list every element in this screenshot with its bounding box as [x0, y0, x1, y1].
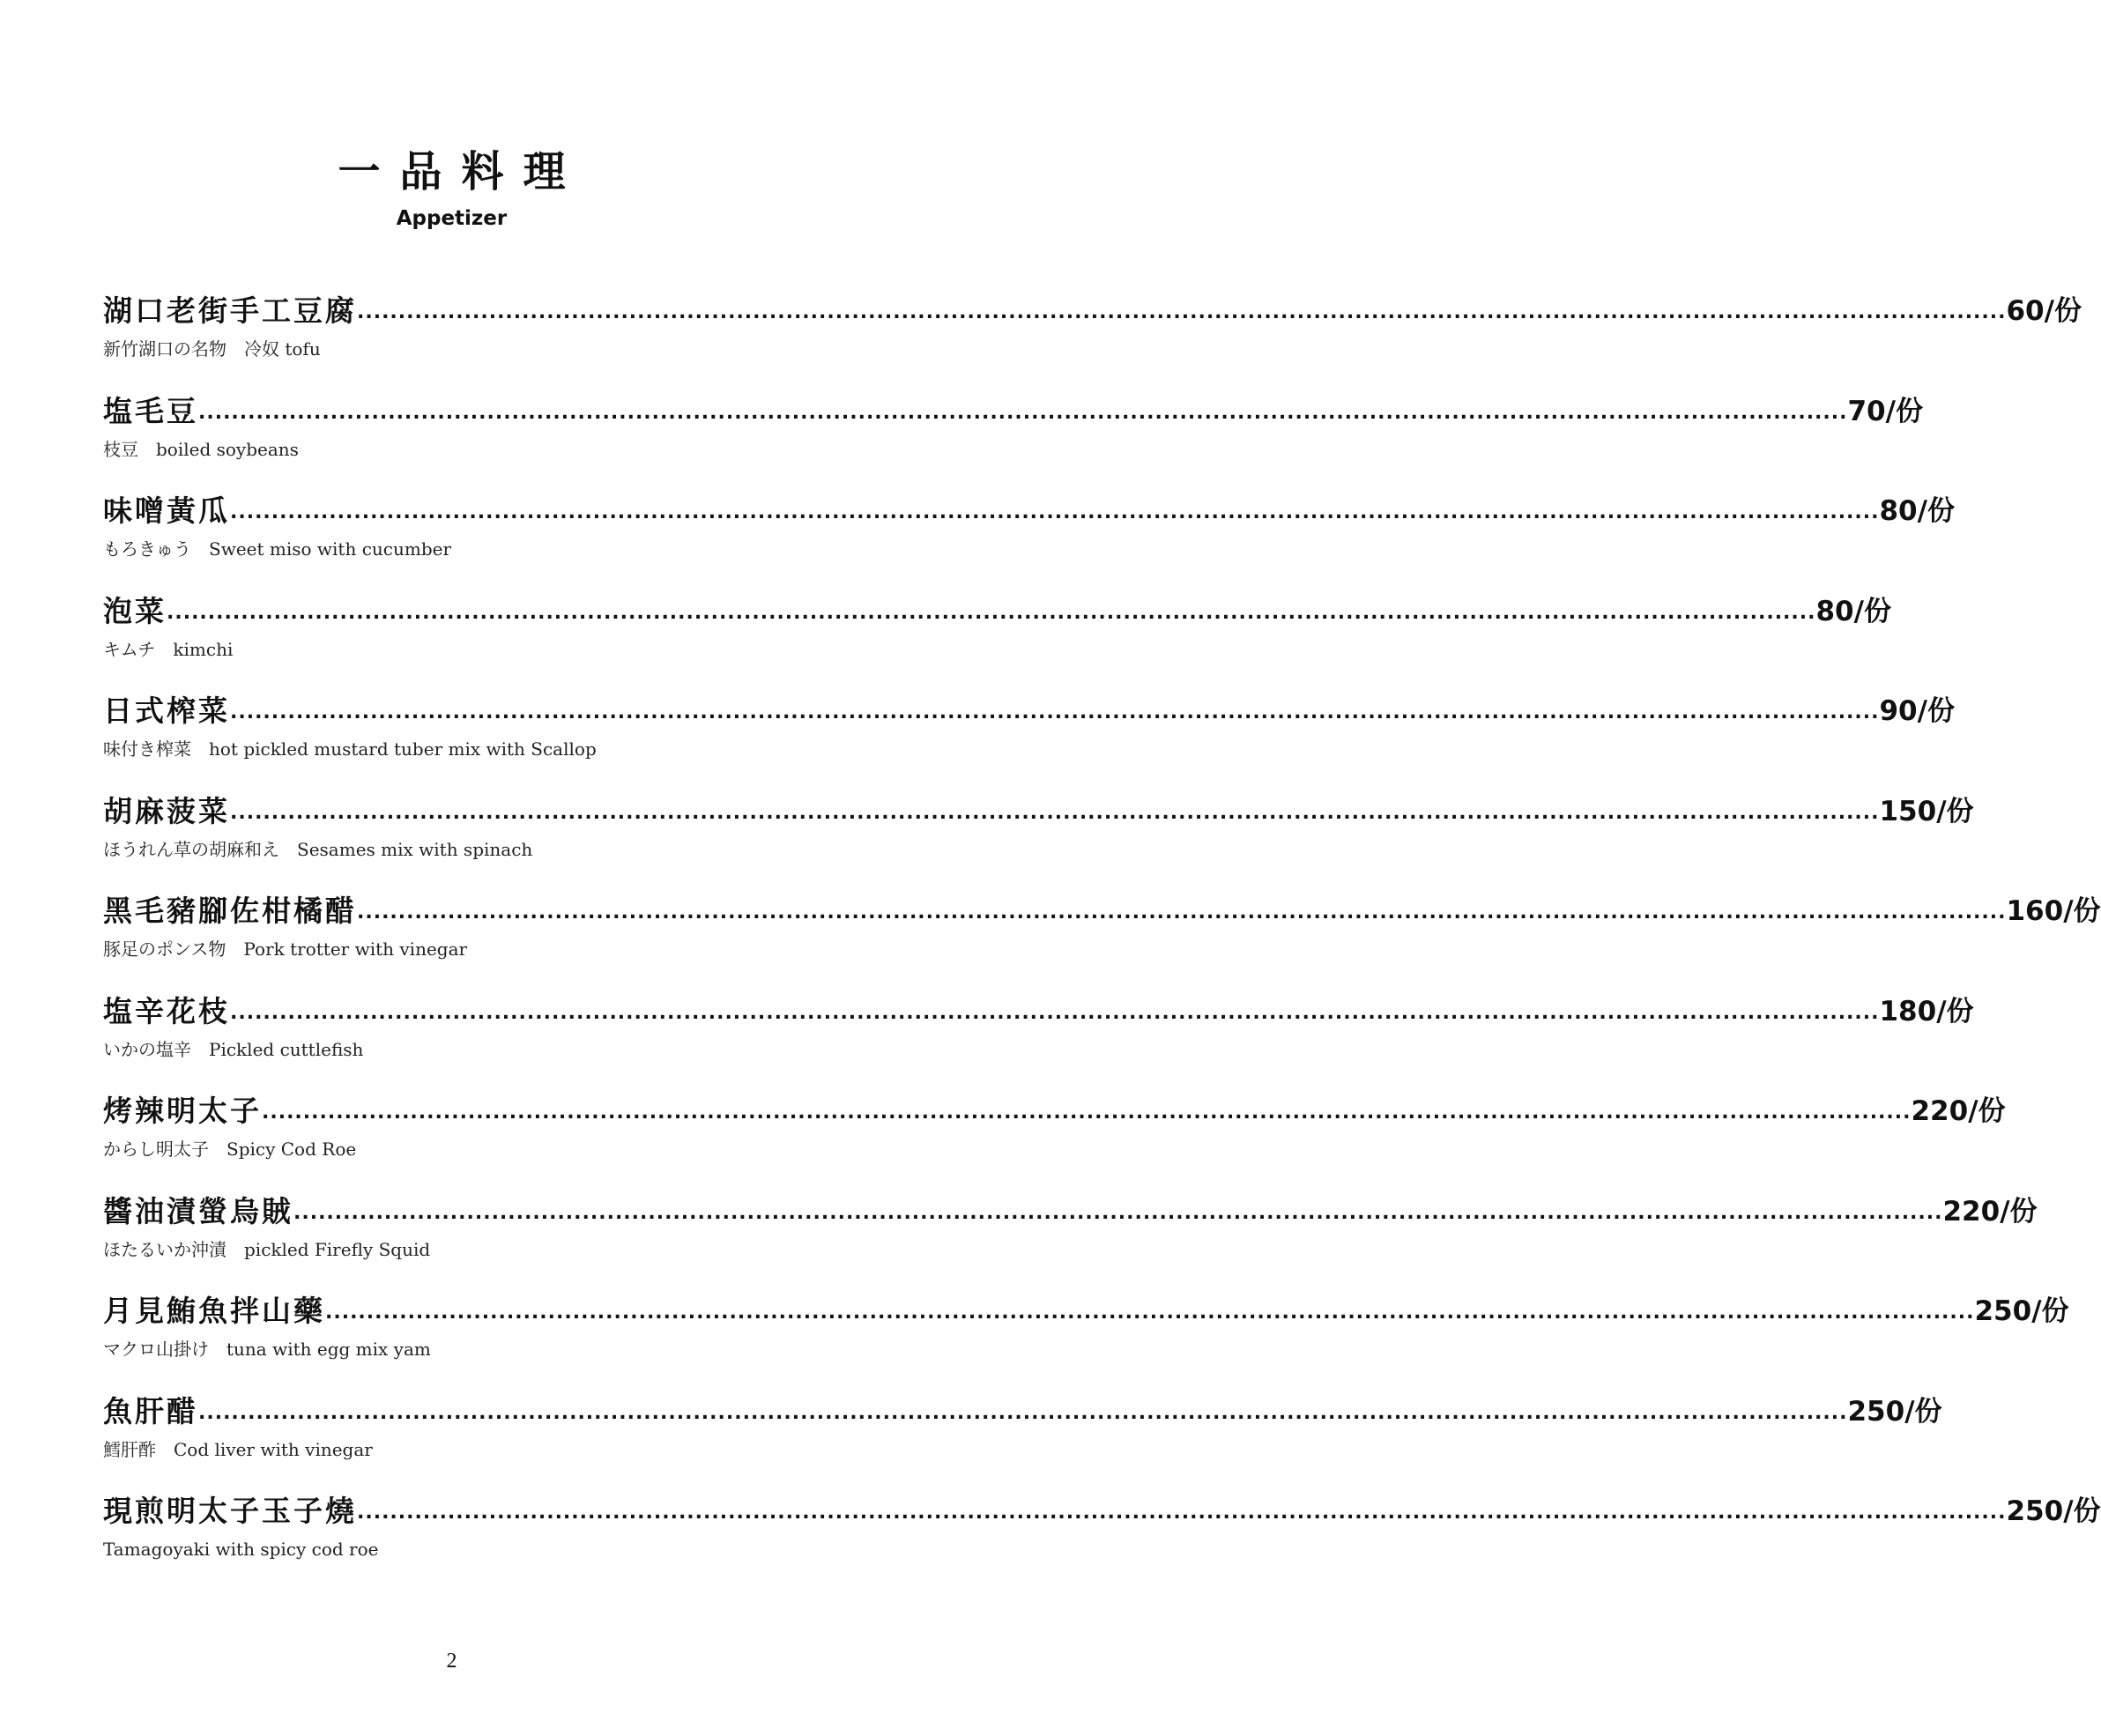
page-number: 2	[446, 1650, 457, 1673]
menu-item-description: 枝豆 boiled soybeans	[103, 438, 299, 460]
menu-item	[103, 1391, 1942, 1492]
menu-item-header	[103, 491, 1955, 531]
menu-item-name: 現煎明太子玉子燒	[103, 1494, 357, 1528]
menu-item-header	[103, 1191, 2038, 1232]
menu-item-description: ほうれん草の胡麻和え Sesames mix with spinach	[103, 838, 533, 860]
menu-item-description: いかの塩辛 Pickled cuttlefish	[103, 1038, 364, 1060]
dotted-leader: ........................................................................................................................................................................................................	[198, 1401, 1848, 1424]
menu-item-name: 月見鮪魚拌山藥	[103, 1294, 325, 1328]
menu-item-description: 新竹湖口の名物 冷奴 tofu	[103, 338, 321, 360]
menu-item	[103, 391, 1923, 492]
menu-item-price: 150/份	[1879, 795, 1974, 827]
menu-item-description: もろきゅう Sweet miso with cucumber	[103, 538, 452, 560]
menu-item-header	[103, 691, 1955, 731]
menu-item-price: 80/份	[1815, 595, 1891, 627]
menu-item-header	[103, 391, 1923, 432]
menu-item-description: からし明太子 Spicy Cod Roe	[103, 1139, 357, 1160]
menu-item-price: 220/份	[1911, 1095, 2006, 1127]
page-subtitle: Appetizer	[396, 207, 508, 230]
menu-item	[103, 1491, 2101, 1591]
menu-item-name: 黑毛豬腳佐柑橘醋	[103, 894, 357, 928]
menu-item	[103, 491, 1955, 591]
menu-item	[103, 791, 1974, 892]
menu-item-price: 250/份	[1974, 1295, 2069, 1327]
menu-item-price: 60/份	[2006, 295, 2082, 327]
menu-item-header	[103, 1091, 2006, 1131]
menu-item-name: 味噌黃瓜	[103, 493, 230, 528]
menu-item-name: 魚肝醋	[103, 1393, 198, 1428]
menu-item-description: マクロ山掛け tuna with egg mix yam	[103, 1339, 431, 1360]
menu-item-header	[103, 1391, 1942, 1432]
dotted-leader: ........................................................................................................................................................................................................	[262, 1102, 1912, 1124]
dotted-leader: ........................................................................................................................................................................................................	[230, 701, 1880, 723]
menu-item-header	[103, 291, 2082, 331]
menu-item	[103, 1191, 2038, 1292]
menu-item-price: 70/份	[1847, 395, 1923, 427]
menu-item-description: 豚足のポンス物 Pork trotter with vinegar	[103, 938, 468, 960]
menu-item-description: 味付き榨菜 hot pickled mustard tuber mix with Scallop	[103, 738, 597, 760]
menu-item	[103, 1091, 2006, 1191]
menu-item-price: 250/份	[1847, 1395, 1942, 1428]
dotted-leader: ........................................................................................................................................................................................................	[230, 501, 1880, 523]
page-title: 一品料理	[338, 147, 585, 197]
menu-item-header	[103, 991, 1974, 1032]
menu-item-name: 醬油漬螢烏賊	[103, 1193, 293, 1228]
menu-item	[103, 691, 1955, 791]
menu-item-name: 日式榨菜	[103, 694, 230, 728]
dotted-leader: ........................................................................................................................................................................................................	[357, 1502, 2007, 1524]
menu-item	[103, 1291, 2069, 1391]
dotted-leader: ........................................................................................................................................................................................................	[357, 301, 2007, 323]
menu-item-price: 90/份	[1879, 695, 1955, 727]
menu-item-description: ほたるいか沖漬 pickled Firefly Squid	[103, 1238, 431, 1260]
menu-item-description: キムチ kimchi	[103, 638, 234, 660]
menu-item-name: 烤辣明太子	[103, 1094, 262, 1128]
menu-item-header	[103, 1491, 2101, 1532]
dotted-leader: ........................................................................................................................................................................................................	[167, 601, 1816, 624]
menu-item-name: 塩毛豆	[103, 393, 198, 428]
dotted-leader: ........................................................................................................................................................................................................	[357, 901, 2007, 924]
menu-item	[103, 991, 1974, 1092]
dotted-leader: ........................................................................................................................................................................................................	[230, 1001, 1880, 1024]
menu-list	[103, 291, 2101, 1591]
title-block	[0, 145, 903, 232]
menu-item-name: 湖口老街手工豆腐	[103, 293, 357, 328]
dotted-leader: ........................................................................................................................................................................................................	[198, 401, 1848, 424]
menu-item-name: 胡麻菠菜	[103, 793, 230, 828]
menu-item-name: 泡菜	[103, 593, 167, 628]
menu-item-header	[103, 891, 2101, 931]
menu-item-description: Tamagoyaki with spicy cod roe	[103, 1539, 379, 1560]
menu-item-header	[103, 1291, 2069, 1332]
menu-item-price: 80/份	[1879, 495, 1955, 527]
menu-item-price: 220/份	[1942, 1195, 2038, 1228]
menu-item-name: 塩辛花枝	[103, 993, 230, 1028]
menu-item-description: 鱈肝酢 Cod liver with vinegar	[103, 1438, 373, 1460]
menu-item	[103, 891, 2101, 991]
menu-item	[103, 291, 2082, 391]
menu-item-price: 250/份	[2006, 1495, 2101, 1527]
menu-item	[103, 591, 1891, 692]
menu-item-header	[103, 791, 1974, 832]
menu-item-price: 180/份	[1879, 995, 1974, 1028]
dotted-leader: ........................................................................................................................................................................................................	[325, 1302, 1975, 1324]
dotted-leader: ........................................................................................................................................................................................................	[230, 801, 1880, 824]
menu-item-price: 160/份	[2006, 895, 2101, 927]
menu-item-header	[103, 591, 1891, 632]
dotted-leader: ........................................................................................................................................................................................................	[293, 1201, 1943, 1224]
